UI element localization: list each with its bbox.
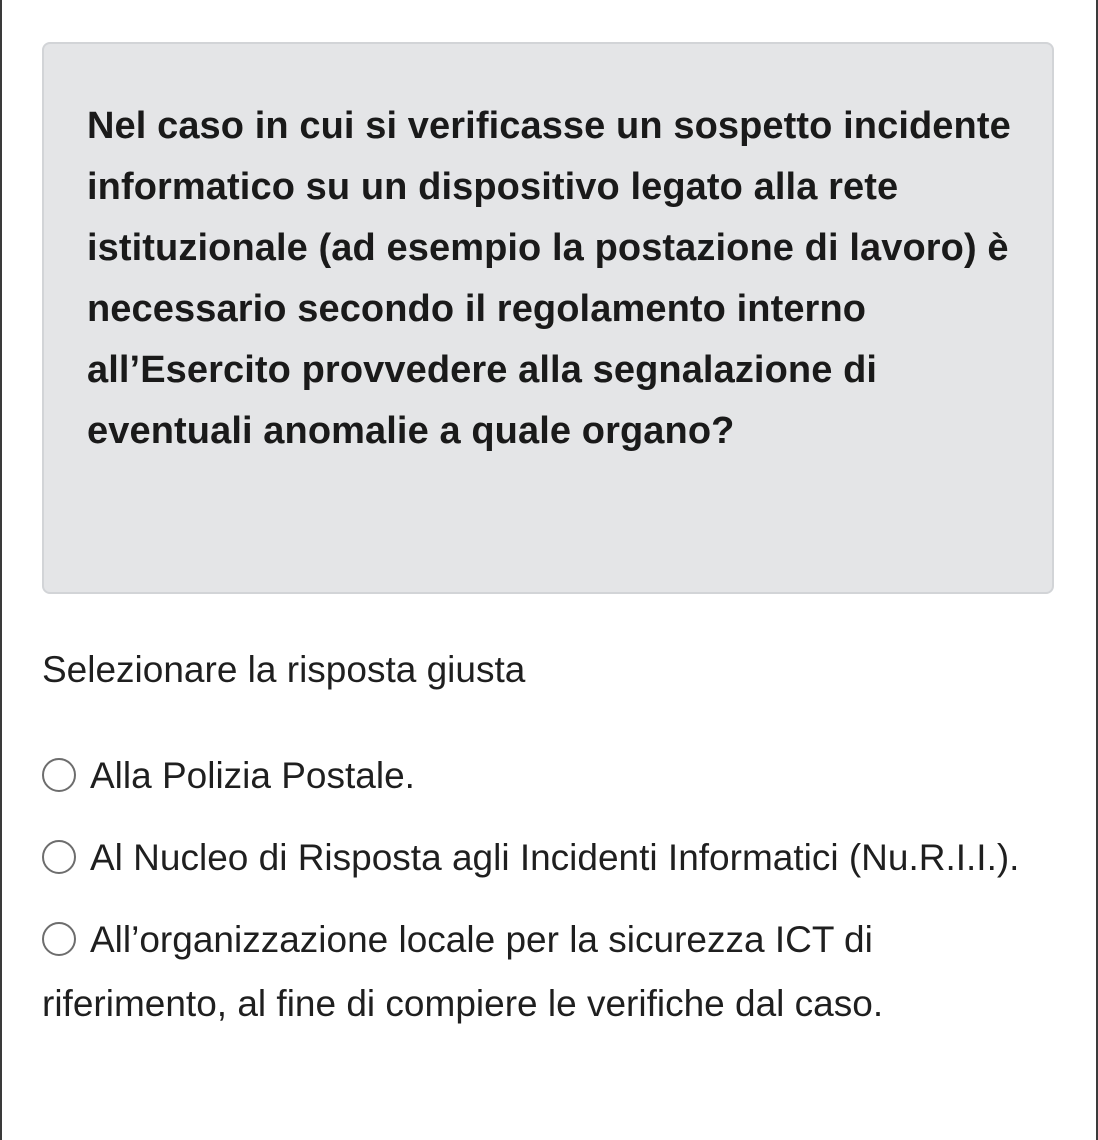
question-box [42, 42, 1054, 594]
answer-option-label: All’organizzazione locale per la sicurezza ICT di riferimento, al fine di compiere le verifiche dal caso. [42, 919, 884, 1024]
answer-option-label: Al Nucleo di Risposta agli Incidenti Informatici (Nu.R.I.I.). [90, 837, 1020, 878]
answer-option-1[interactable] [42, 744, 1062, 808]
radio-unchecked-icon[interactable] [42, 840, 76, 874]
answer-instruction: Selezionare la risposta giusta [42, 649, 526, 690]
radio-unchecked-icon[interactable] [42, 922, 76, 956]
answer-option-2[interactable] [42, 826, 1062, 890]
answer-options [42, 744, 1062, 1054]
answer-option-3[interactable] [42, 908, 1062, 1036]
left-border [0, 0, 2, 1140]
answer-option-label: Alla Polizia Postale. [90, 755, 415, 796]
question-text: Nel caso in cui si verificasse un sospetto incidente informatico su un dispositivo legato alla rete istituzionale (ad esempio la postazione di lavoro) è necessario secondo il regolamento interno all’Esercito provvedere alla segnalazione di eventuali anomalie a quale organo? [87, 105, 1011, 452]
radio-unchecked-icon[interactable] [42, 758, 76, 792]
